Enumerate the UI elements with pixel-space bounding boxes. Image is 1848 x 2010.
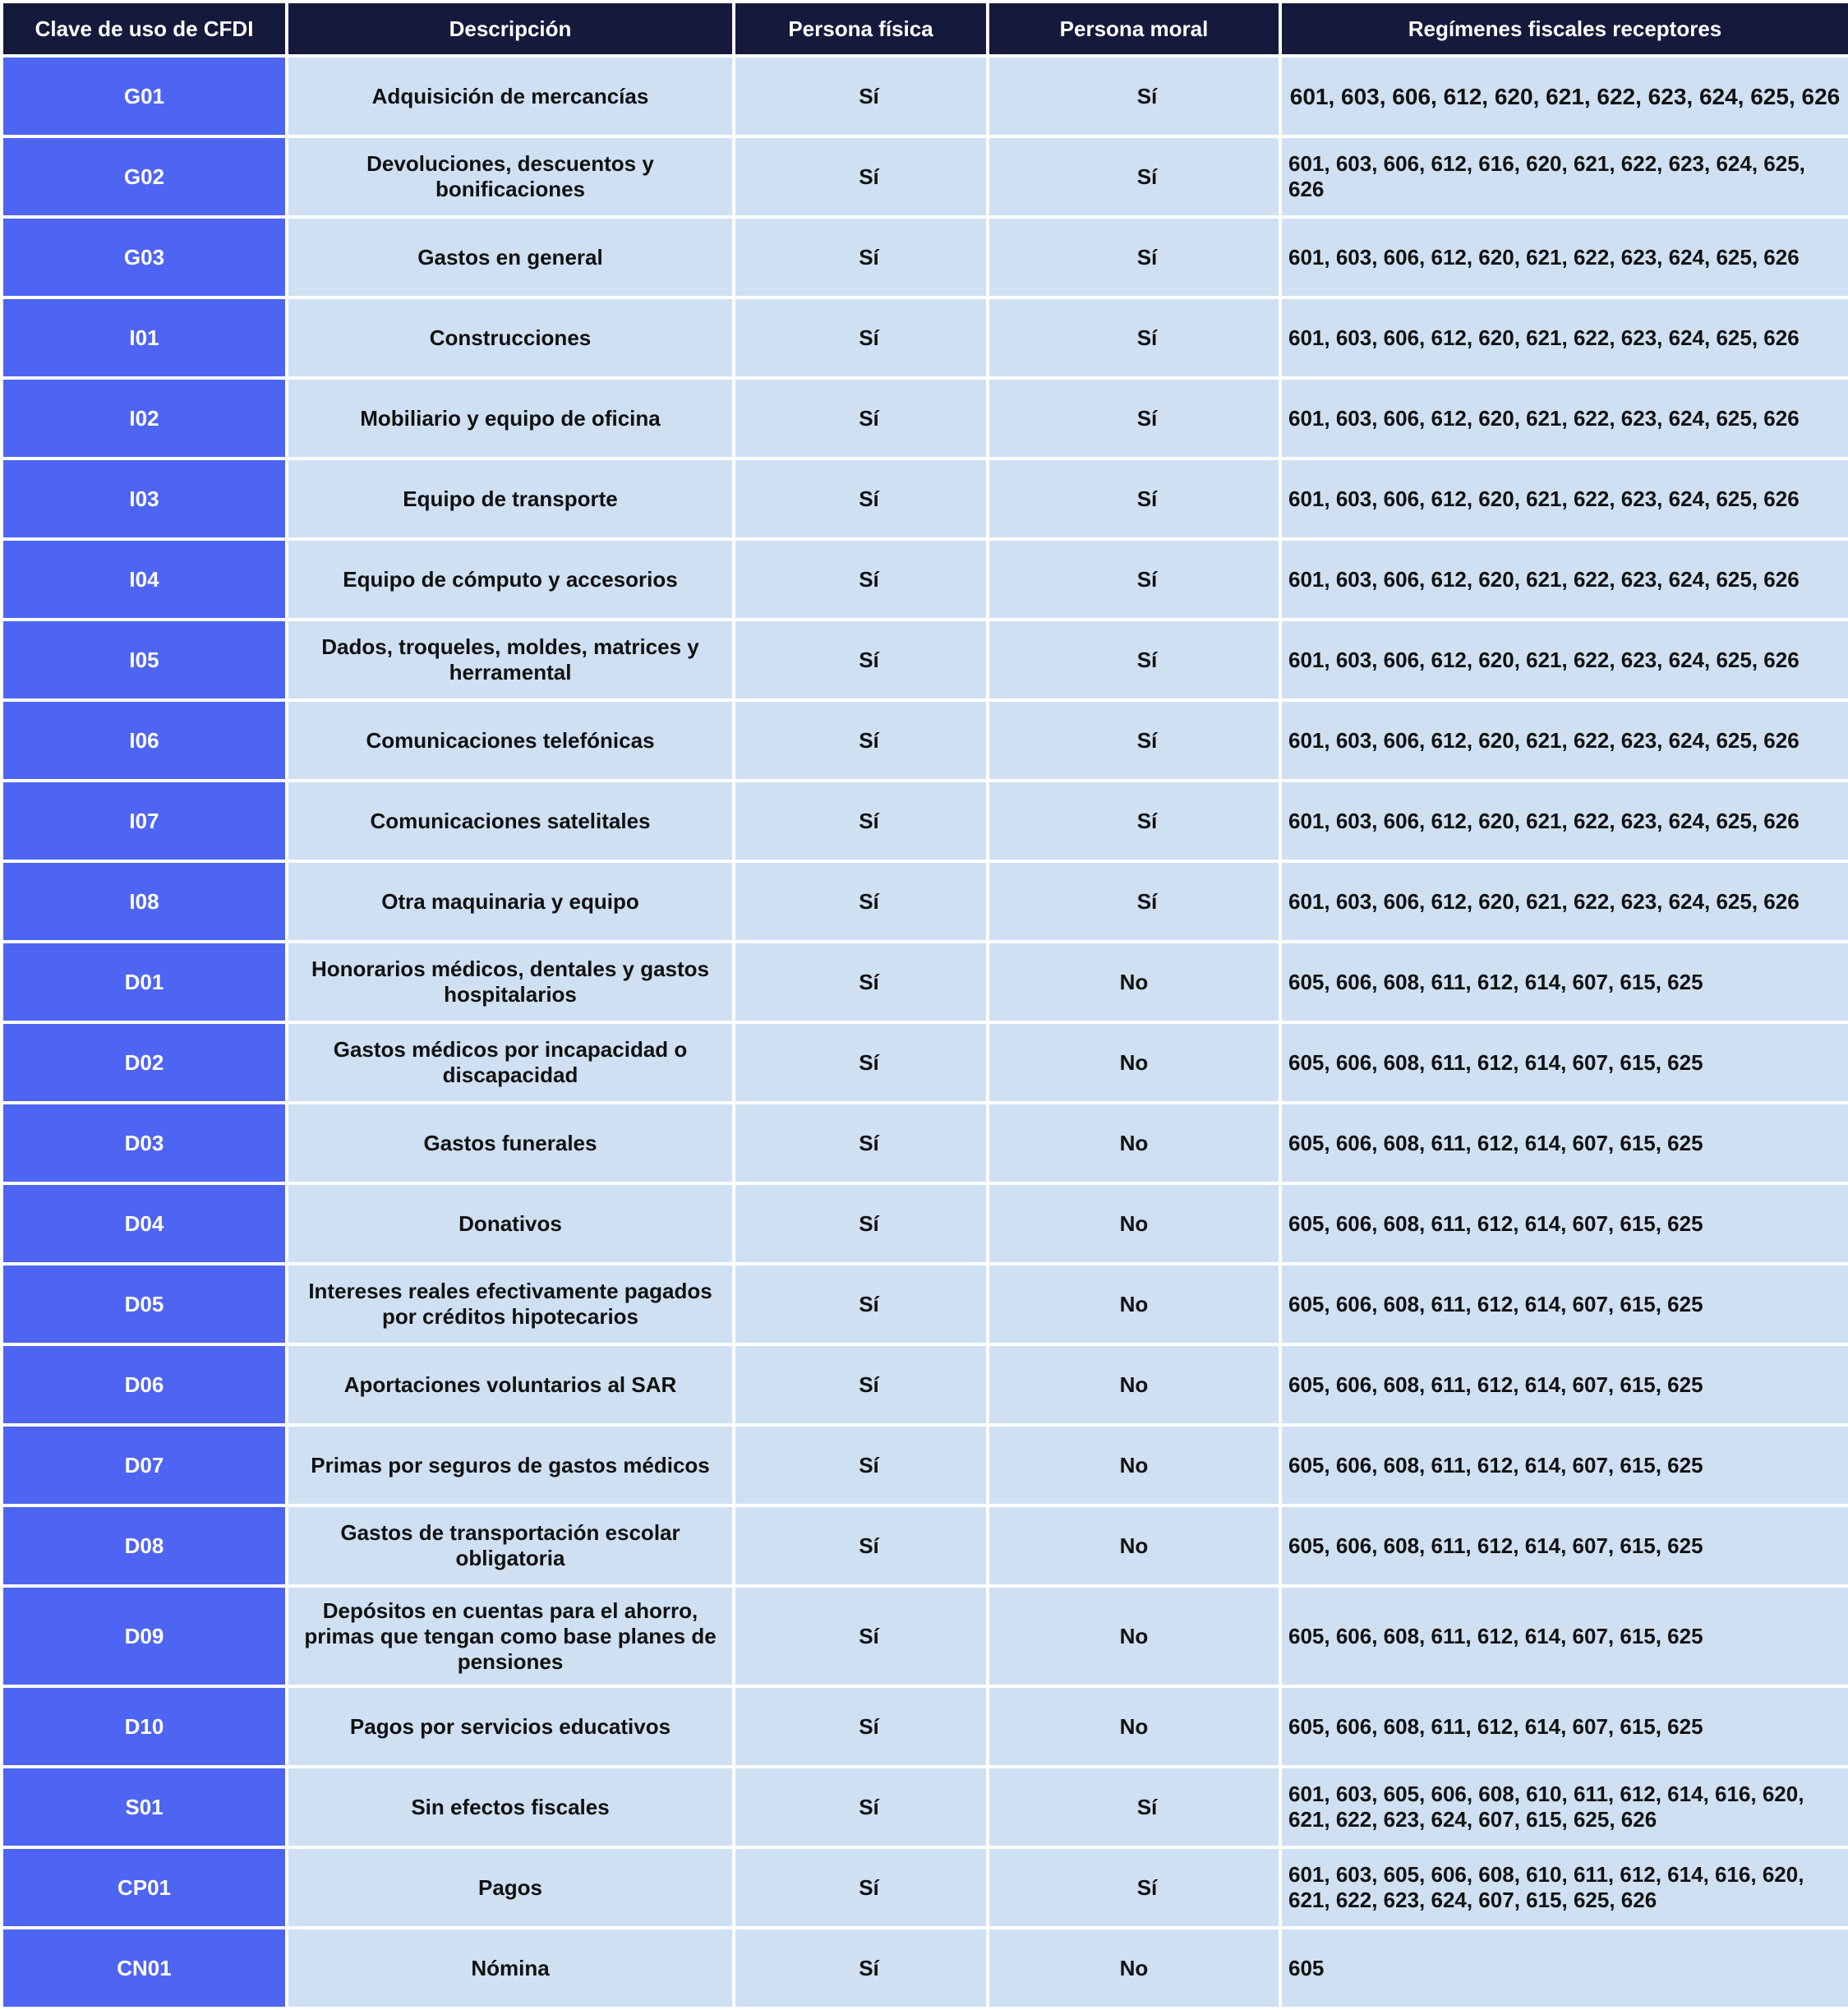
descripcion-cell: Primas por seguros de gastos médicos xyxy=(287,1425,734,1505)
table-row xyxy=(2,217,1848,297)
descripcion-cell: Donativos xyxy=(287,1183,734,1264)
persona-fisica-cell-text: Sí xyxy=(859,888,879,914)
persona-fisica-cell xyxy=(734,620,988,700)
regimenes-cell: 601, 603, 606, 612, 620, 621, 622, 623, 624, 625, 626 xyxy=(1280,781,1848,861)
regimenes-cell: 601, 603, 606, 612, 620, 621, 622, 623, 624, 625, 626 xyxy=(1280,217,1848,297)
persona-fisica-cell xyxy=(734,1586,988,1686)
regimenes-cell: 605 xyxy=(1280,1928,1848,2008)
table-row xyxy=(2,1686,1848,1767)
table-body xyxy=(2,56,1848,2008)
persona-moral-cell xyxy=(988,539,1280,620)
clave-cell: CN01 xyxy=(2,1928,287,2008)
persona-fisica-cell xyxy=(734,539,988,620)
persona-fisica-cell-text: Sí xyxy=(859,325,879,350)
clave-cell: G01 xyxy=(2,56,287,136)
persona-fisica-cell xyxy=(734,459,988,539)
clave-cell: I04 xyxy=(2,539,287,620)
persona-fisica-cell xyxy=(734,861,988,942)
table-row xyxy=(2,620,1848,700)
regimenes-cell: 605, 606, 608, 611, 612, 614, 607, 615, 625 xyxy=(1280,942,1848,1022)
persona-fisica-cell xyxy=(734,297,988,378)
descripcion-cell: Devoluciones, descuentos y bonificaciones xyxy=(287,136,734,217)
persona-fisica-cell-text: Sí xyxy=(859,1049,879,1075)
regimenes-cell: 601, 603, 606, 612, 620, 621, 622, 623, 624, 625, 626 xyxy=(1280,539,1848,620)
persona-fisica-cell xyxy=(734,942,988,1022)
regimenes-cell: 601, 603, 606, 612, 620, 621, 622, 623, 624, 625, 626 xyxy=(1280,297,1848,378)
persona-fisica-cell xyxy=(734,1505,988,1586)
table-row xyxy=(2,781,1848,861)
persona-fisica-cell xyxy=(734,1264,988,1344)
persona-fisica-cell xyxy=(734,217,988,297)
persona-moral-cell-text: Sí xyxy=(1136,164,1158,189)
persona-moral-cell-text: Sí xyxy=(1136,647,1158,672)
clave-cell: CP01 xyxy=(2,1847,287,1928)
persona-fisica-cell-text: Sí xyxy=(859,1210,879,1236)
persona-fisica-cell-text: Sí xyxy=(859,405,879,431)
regimenes-cell: 601, 603, 605, 606, 608, 610, 611, 612, 614, 616, 620, 621, 622, 623, 624, 607, 615, 625, 626 xyxy=(1280,1767,1848,1847)
persona-moral-cell xyxy=(988,297,1280,378)
table-row xyxy=(2,539,1848,620)
table-row xyxy=(2,459,1848,539)
persona-moral-cell-text: Sí xyxy=(1136,727,1158,753)
persona-moral-cell: No xyxy=(988,1022,1280,1103)
descripcion-cell: Gastos médicos por incapacidad o discapacidad xyxy=(287,1022,734,1103)
persona-fisica-cell xyxy=(734,378,988,459)
regimenes-cell: 605, 606, 608, 611, 612, 614, 607, 615, 625 xyxy=(1280,1022,1848,1103)
persona-moral-cell xyxy=(988,217,1280,297)
persona-fisica-cell xyxy=(734,1767,988,1847)
descripcion-cell: Depósitos en cuentas para el ahorro, primas que tengan como base planes de pensiones xyxy=(287,1586,734,1686)
table-row xyxy=(2,861,1848,942)
persona-moral-cell-text: Sí xyxy=(1136,83,1158,108)
persona-moral-cell xyxy=(988,861,1280,942)
clave-cell: I06 xyxy=(2,700,287,781)
header-persona-fisica: Persona física xyxy=(734,2,988,56)
persona-moral-cell xyxy=(988,56,1280,136)
persona-fisica-cell-text: Sí xyxy=(859,244,879,270)
persona-moral-cell-text: Sí xyxy=(1136,1794,1158,1819)
persona-fisica-cell-text: Sí xyxy=(859,1955,879,1980)
descripcion-cell: Pagos xyxy=(287,1847,734,1928)
clave-cell: D05 xyxy=(2,1264,287,1344)
table-row xyxy=(2,1425,1848,1505)
table-row xyxy=(2,1344,1848,1425)
table-row xyxy=(2,56,1848,136)
descripcion-cell: Sin efectos fiscales xyxy=(287,1767,734,1847)
persona-moral-cell: No xyxy=(988,1183,1280,1264)
descripcion-cell: Comunicaciones satelitales xyxy=(287,781,734,861)
persona-moral-cell: No xyxy=(988,1264,1280,1344)
persona-fisica-cell-text: Sí xyxy=(859,486,879,511)
table-row xyxy=(2,297,1848,378)
descripcion-cell: Otra maquinaria y equipo xyxy=(287,861,734,942)
regimenes-cell: 601, 603, 606, 612, 620, 621, 622, 623, 624, 625, 626 xyxy=(1280,56,1848,136)
persona-fisica-cell xyxy=(734,1847,988,1928)
descripcion-cell: Comunicaciones telefónicas xyxy=(287,700,734,781)
persona-fisica-cell xyxy=(734,700,988,781)
table-row xyxy=(2,1103,1848,1183)
persona-moral-cell-text: Sí xyxy=(1136,405,1158,431)
persona-fisica-cell xyxy=(734,1425,988,1505)
persona-moral-cell xyxy=(988,459,1280,539)
persona-fisica-cell xyxy=(734,1686,988,1767)
clave-cell: G03 xyxy=(2,217,287,297)
descripcion-cell: Nómina xyxy=(287,1928,734,2008)
regimenes-cell: 601, 603, 606, 612, 620, 621, 622, 623, 624, 625, 626 xyxy=(1280,620,1848,700)
persona-moral-cell xyxy=(988,700,1280,781)
regimenes-cell: 601, 603, 606, 612, 620, 621, 622, 623, 624, 625, 626 xyxy=(1280,459,1848,539)
regimenes-cell: 601, 603, 606, 612, 620, 621, 622, 623, 624, 625, 626 xyxy=(1280,861,1848,942)
table-row xyxy=(2,136,1848,217)
persona-moral-cell-text: Sí xyxy=(1136,486,1158,511)
descripcion-cell: Adquisición de mercancías xyxy=(287,56,734,136)
persona-fisica-cell-text: Sí xyxy=(859,1130,879,1155)
persona-moral-cell: No xyxy=(988,1344,1280,1425)
regimenes-cell: 605, 606, 608, 611, 612, 614, 607, 615, 625 xyxy=(1280,1344,1848,1425)
table-row xyxy=(2,1183,1848,1264)
persona-fisica-cell xyxy=(734,56,988,136)
table-row xyxy=(2,1264,1848,1344)
table-row xyxy=(2,1586,1848,1686)
persona-moral-cell: No xyxy=(988,1686,1280,1767)
table-row xyxy=(2,1505,1848,1586)
regimenes-cell: 605, 606, 608, 611, 612, 614, 607, 615, 625 xyxy=(1280,1686,1848,1767)
persona-fisica-cell-text: Sí xyxy=(859,164,879,189)
persona-fisica-cell xyxy=(734,1183,988,1264)
descripcion-cell: Mobiliario y equipo de oficina xyxy=(287,378,734,459)
table-row xyxy=(2,1767,1848,1847)
persona-fisica-cell-text: Sí xyxy=(859,1372,879,1397)
descripcion-cell: Dados, troqueles, moldes, matrices y herramental xyxy=(287,620,734,700)
clave-cell: D03 xyxy=(2,1103,287,1183)
persona-moral-cell xyxy=(988,1767,1280,1847)
regimenes-cell: 605, 606, 608, 611, 612, 614, 607, 615, 625 xyxy=(1280,1586,1848,1686)
clave-cell: I03 xyxy=(2,459,287,539)
descripcion-cell: Construcciones xyxy=(287,297,734,378)
table-row xyxy=(2,1022,1848,1103)
persona-fisica-cell-text: Sí xyxy=(859,969,879,994)
persona-moral-cell: No xyxy=(988,942,1280,1022)
persona-fisica-cell xyxy=(734,136,988,217)
clave-cell: I07 xyxy=(2,781,287,861)
persona-fisica-cell xyxy=(734,1344,988,1425)
clave-cell: D04 xyxy=(2,1183,287,1264)
persona-fisica-cell-text: Sí xyxy=(859,1623,879,1648)
persona-fisica-cell-text: Sí xyxy=(859,83,879,108)
persona-moral-cell xyxy=(988,1847,1280,1928)
regimenes-cell: 605, 606, 608, 611, 612, 614, 607, 615, 625 xyxy=(1280,1264,1848,1344)
persona-fisica-cell-text: Sí xyxy=(859,1874,879,1900)
persona-moral-cell xyxy=(988,378,1280,459)
persona-moral-cell xyxy=(988,620,1280,700)
persona-fisica-cell-text: Sí xyxy=(859,647,879,672)
regimenes-cell: 601, 603, 606, 612, 620, 621, 622, 623, 624, 625, 626 xyxy=(1280,700,1848,781)
persona-moral-cell-text: Sí xyxy=(1136,325,1158,350)
persona-moral-cell: No xyxy=(988,1103,1280,1183)
clave-cell: D02 xyxy=(2,1022,287,1103)
regimenes-cell: 601, 603, 605, 606, 608, 610, 611, 612, 614, 616, 620, 621, 622, 623, 624, 607, 615, 625, 626 xyxy=(1280,1847,1848,1928)
table-row xyxy=(2,700,1848,781)
header-persona-moral: Persona moral xyxy=(988,2,1280,56)
persona-fisica-cell-text: Sí xyxy=(859,1533,879,1558)
descripcion-cell: Gastos funerales xyxy=(287,1103,734,1183)
regimenes-cell: 601, 603, 606, 612, 616, 620, 621, 622, 623, 624, 625, 626 xyxy=(1280,136,1848,217)
descripcion-cell: Honorarios médicos, dentales y gastos hospitalarios xyxy=(287,942,734,1022)
table-row xyxy=(2,942,1848,1022)
persona-fisica-cell-text: Sí xyxy=(859,566,879,592)
persona-fisica-cell-text: Sí xyxy=(859,1452,879,1478)
clave-cell: I05 xyxy=(2,620,287,700)
clave-cell: I02 xyxy=(2,378,287,459)
persona-fisica-cell-text: Sí xyxy=(859,1713,879,1739)
descripcion-cell: Gastos de transportación escolar obligatoria xyxy=(287,1505,734,1586)
table-row xyxy=(2,378,1848,459)
regimenes-cell: 605, 606, 608, 611, 612, 614, 607, 615, 625 xyxy=(1280,1505,1848,1586)
persona-fisica-cell xyxy=(734,1022,988,1103)
regimenes-cell: 605, 606, 608, 611, 612, 614, 607, 615, 625 xyxy=(1280,1103,1848,1183)
regimenes-cell: 605, 606, 608, 611, 612, 614, 607, 615, 625 xyxy=(1280,1183,1848,1264)
persona-moral-cell-text: Sí xyxy=(1136,888,1158,914)
clave-cell: D08 xyxy=(2,1505,287,1586)
header-clave: Clave de uso de CFDI xyxy=(2,2,287,56)
table-row xyxy=(2,1847,1848,1928)
persona-fisica-cell xyxy=(734,1928,988,2008)
clave-cell: D01 xyxy=(2,942,287,1022)
header-regimenes: Regímenes fiscales receptores xyxy=(1280,2,1848,56)
clave-cell: D07 xyxy=(2,1425,287,1505)
persona-moral-cell xyxy=(988,136,1280,217)
persona-fisica-cell xyxy=(734,1103,988,1183)
descripcion-cell: Aportaciones voluntarios al SAR xyxy=(287,1344,734,1425)
clave-cell: S01 xyxy=(2,1767,287,1847)
descripcion-cell: Pagos por servicios educativos xyxy=(287,1686,734,1767)
persona-moral-cell-text: Sí xyxy=(1136,808,1158,833)
persona-moral-cell-text: Sí xyxy=(1136,566,1158,592)
persona-moral-cell: No xyxy=(988,1505,1280,1586)
descripcion-cell: Intereses reales efectivamente pagados por créditos hipotecarios xyxy=(287,1264,734,1344)
header-descripcion: Descripción xyxy=(287,2,734,56)
clave-cell: I08 xyxy=(2,861,287,942)
regimenes-cell: 601, 603, 606, 612, 620, 621, 622, 623, 624, 625, 626 xyxy=(1280,378,1848,459)
persona-moral-cell: No xyxy=(988,1586,1280,1686)
persona-moral-cell: No xyxy=(988,1425,1280,1505)
clave-cell: D10 xyxy=(2,1686,287,1767)
clave-cell: D09 xyxy=(2,1586,287,1686)
clave-cell: G02 xyxy=(2,136,287,217)
persona-moral-cell xyxy=(988,781,1280,861)
persona-fisica-cell-text: Sí xyxy=(859,727,879,753)
persona-fisica-cell-text: Sí xyxy=(859,1794,879,1819)
table-row xyxy=(2,1928,1848,2008)
persona-fisica-cell-text: Sí xyxy=(859,808,879,833)
persona-moral-cell-text: Sí xyxy=(1136,244,1158,270)
regimenes-cell: 605, 606, 608, 611, 612, 614, 607, 615, 625 xyxy=(1280,1425,1848,1505)
table-header-row xyxy=(2,2,1848,56)
clave-cell: D06 xyxy=(2,1344,287,1425)
descripcion-cell: Equipo de cómputo y accesorios xyxy=(287,539,734,620)
persona-fisica-cell-text: Sí xyxy=(859,1291,879,1316)
descripcion-cell: Equipo de transporte xyxy=(287,459,734,539)
persona-moral-cell-text: Sí xyxy=(1136,1874,1158,1900)
persona-fisica-cell xyxy=(734,781,988,861)
descripcion-cell: Gastos en general xyxy=(287,217,734,297)
persona-moral-cell: No xyxy=(988,1928,1280,2008)
clave-cell: I01 xyxy=(2,297,287,378)
